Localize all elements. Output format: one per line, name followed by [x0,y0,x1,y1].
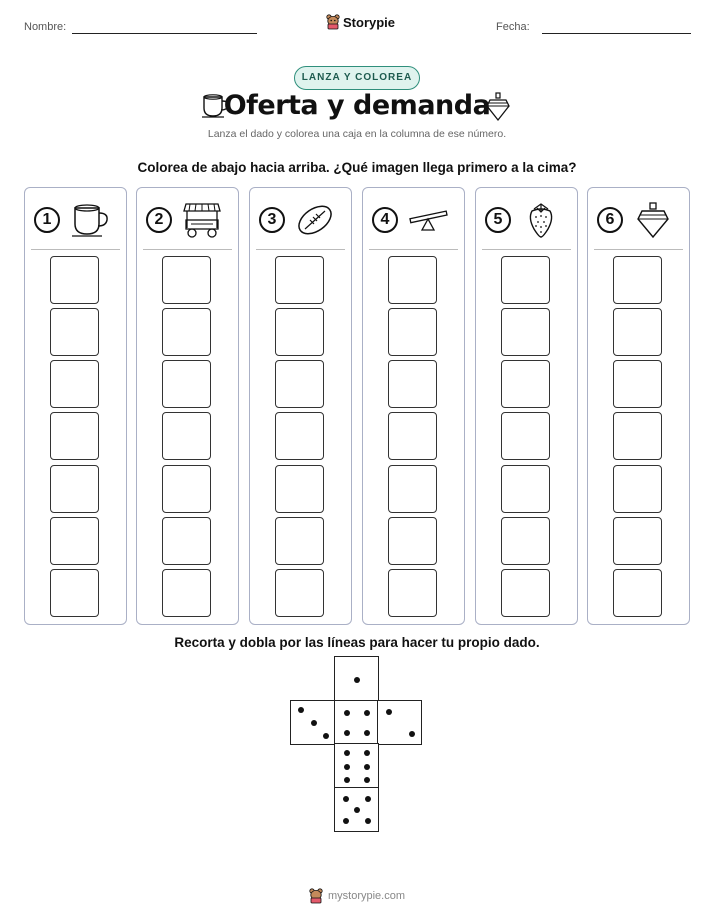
color-box[interactable] [162,412,211,460]
color-box[interactable] [275,360,324,408]
dice-pip [365,796,371,802]
spinning-top-icon [484,91,512,123]
date-label: Fecha: [496,21,530,33]
color-box[interactable] [162,517,211,565]
color-box[interactable] [388,360,437,408]
footer-url[interactable]: mystorypie.com [327,890,406,902]
name-label: Nombre: [24,21,67,33]
column-number: 5 [485,207,511,233]
color-box[interactable] [501,256,550,304]
color-box[interactable] [501,517,550,565]
color-box[interactable] [501,412,550,460]
color-box[interactable] [613,465,662,513]
dice-face-1 [334,656,379,701]
color-box[interactable] [162,308,211,356]
color-box[interactable] [50,569,99,617]
dice-pip [364,730,370,736]
dice-face-5 [334,787,379,832]
color-box[interactable] [275,517,324,565]
color-box[interactable] [162,465,211,513]
dice-pip [344,710,350,716]
dice-net[interactable] [290,656,426,836]
color-box[interactable] [275,412,324,460]
dice-pip [344,777,350,783]
color-box[interactable] [388,256,437,304]
color-box[interactable] [613,412,662,460]
column-number: 4 [372,207,398,233]
name-line[interactable] [72,33,257,34]
color-box[interactable] [50,256,99,304]
column-6 [587,187,690,625]
color-box[interactable] [501,465,550,513]
dice-pip [344,730,350,736]
spinning-top-icon [632,200,674,240]
football-icon [294,200,336,240]
dice-pip [311,720,317,726]
brand-logo [326,14,395,30]
teacup-icon [69,200,111,240]
strawberry-icon [520,200,562,240]
color-box[interactable] [275,569,324,617]
color-box[interactable] [613,308,662,356]
color-box[interactable] [613,569,662,617]
seesaw-icon [407,200,449,240]
market-cart-icon [181,200,223,240]
activity-badge: LANZA Y COLOREA [294,66,420,90]
color-box[interactable] [162,360,211,408]
color-box[interactable] [501,360,550,408]
date-line[interactable] [542,33,691,34]
dice-pip [364,750,370,756]
dice-pip [343,796,349,802]
column-2 [136,187,239,625]
column-number: 3 [259,207,285,233]
color-box[interactable] [50,308,99,356]
color-box[interactable] [388,569,437,617]
column-4 [362,187,465,625]
column-number: 1 [34,207,60,233]
dice-face-2 [377,700,422,745]
dice-pip [364,777,370,783]
column-number: 2 [146,207,172,233]
bear-logo-icon [309,888,323,904]
color-box[interactable] [501,569,550,617]
dice-pip [409,731,415,737]
color-box[interactable] [50,412,99,460]
dice-pip [344,764,350,770]
dice-face-6 [334,743,379,788]
footer [0,888,714,904]
color-box[interactable] [613,256,662,304]
dice-face-4 [334,700,379,745]
dice-pip [343,818,349,824]
color-box[interactable] [275,256,324,304]
dice-pip [323,733,329,739]
dice-pip [386,709,392,715]
color-box[interactable] [388,517,437,565]
dice-pip [354,677,360,683]
bear-logo-icon [326,14,340,30]
color-box[interactable] [275,465,324,513]
color-box[interactable] [613,517,662,565]
dice-pip [364,764,370,770]
column-1 [24,187,127,625]
column-5 [475,187,578,625]
dice-face-3 [290,700,335,745]
dice-instruction: Recorta y dobla por las líneas para hacer tu propio dado. [174,635,540,650]
dice-pip [364,710,370,716]
color-box[interactable] [388,465,437,513]
color-box[interactable] [388,412,437,460]
page-title: Oferta y demanda [223,90,491,121]
column-number: 6 [597,207,623,233]
color-box[interactable] [50,465,99,513]
dice-pip [365,818,371,824]
color-box[interactable] [50,360,99,408]
dice-pip [354,807,360,813]
coloring-instruction: Colorea de abajo hacia arriba. ¿Qué imagen llega primero a la cima? [137,160,577,175]
color-box[interactable] [388,308,437,356]
dice-pip [344,750,350,756]
color-box[interactable] [50,517,99,565]
color-box[interactable] [501,308,550,356]
color-box[interactable] [613,360,662,408]
dice-pip [298,707,304,713]
column-3 [249,187,352,625]
page-subtitle: Lanza el dado y colorea una caja en la columna de ese número. [207,128,507,140]
brand-name: Storypie [343,14,396,30]
color-box[interactable] [162,256,211,304]
color-box[interactable] [275,308,324,356]
color-box[interactable] [162,569,211,617]
